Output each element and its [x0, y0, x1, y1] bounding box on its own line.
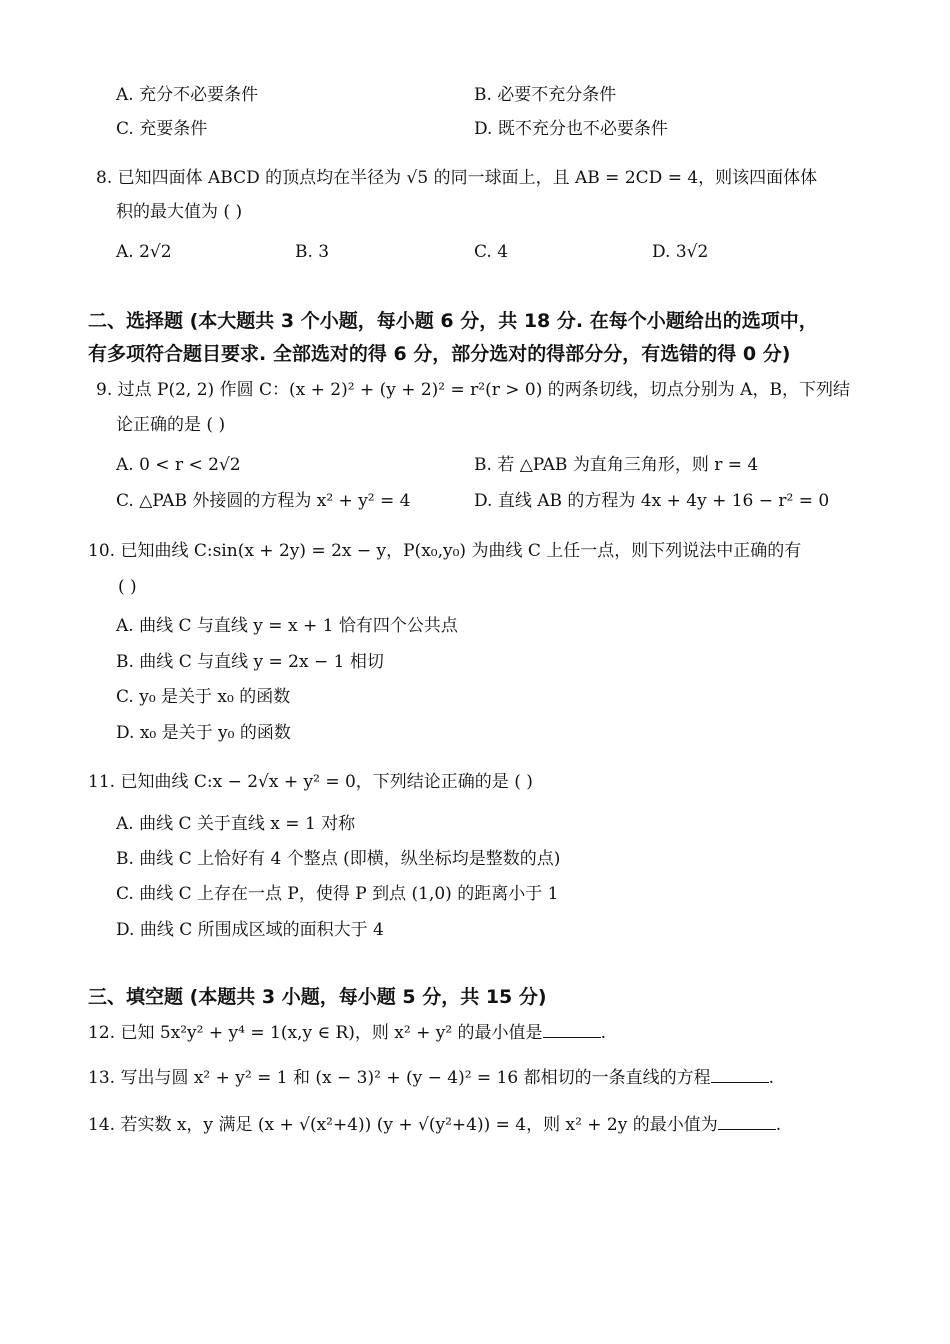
q11-option-a: A. 曲线 C 关于直线 x = 1 对称	[116, 814, 356, 834]
q8-option-c: C. 4	[474, 242, 509, 262]
section-3-heading: 三、填空题 (本题共 3 小题，每小题 5 分，共 15 分)	[88, 986, 547, 1008]
q12-period: .	[600, 1023, 606, 1043]
q7-option-a: A. 充分不必要条件	[116, 85, 259, 105]
q11-stem: 11. 已知曲线 C:x − 2√x + y² = 0，下列结论正确的是 ( )	[88, 772, 533, 792]
q7-option-d: D. 既不充分也不必要条件	[474, 119, 668, 139]
q12-text: 12. 已知 5x²y² + y⁴ = 1(x,y ∈ R)，则 x² + y² 的最小值是	[88, 1023, 543, 1043]
section-2-heading-line1: 二、选择题 (本大题共 3 个小题，每小题 6 分，共 18 分. 在每个小题给出的选项中，	[88, 310, 818, 332]
q11-option-d: D. 曲线 C 所围成区域的面积大于 4	[116, 920, 384, 940]
q14-stem	[88, 1115, 781, 1135]
q12-answer-blank[interactable]	[543, 1036, 601, 1038]
q10-stem-line2: ( )	[118, 577, 137, 597]
q7-option-c: C. 充要条件	[116, 119, 208, 139]
q11-option-c: C. 曲线 C 上存在一点 P，使得 P 到点 (1,0) 的距离小于 1	[116, 884, 559, 904]
q8-option-b: B. 3	[295, 242, 330, 262]
q8-option-a: A. 2√2	[116, 242, 172, 262]
q9-option-d: D. 直线 AB 的方程为 4x + 4y + 16 − r² = 0	[474, 491, 830, 511]
q8-stem-line1: 8. 已知四面体 ABCD 的顶点均在半径为 √5 的同一球面上，且 AB = 2CD = 4，则该四面体体	[96, 168, 818, 188]
section-2-heading-line2: 有多项符合题目要求. 全部选对的得 6 分，部分选对的得部分分，有选错的得 0 分)	[88, 343, 791, 365]
q14-period: .	[775, 1115, 782, 1135]
q14-text: 14. 若实数 x，y 满足 (x + √(x²+4)) (y + √(y²+4)) = 4，则 x² + 2y 的最小值为	[88, 1115, 718, 1135]
q13-text: 13. 写出与圆 x² + y² = 1 和 (x − 3)² + (y − 4)² = 16 都相切的一条直线的方程	[88, 1068, 711, 1088]
q10-option-d: D. x₀ 是关于 y₀ 的函数	[116, 723, 291, 743]
q9-option-b: B. 若 △PAB 为直角三角形，则 r = 4	[474, 455, 759, 475]
q7-option-b: B. 必要不充分条件	[474, 85, 617, 105]
q12-stem	[88, 1023, 606, 1043]
q8-option-d: D. 3√2	[652, 242, 709, 262]
q9-stem-line2: 论正确的是 ( )	[116, 415, 226, 435]
q9-stem-line1: 9. 过点 P(2, 2) 作圆 C：(x + 2)² + (y + 2)² = r²(r > 0) 的两条切线，切点分别为 A，B，下列结	[96, 380, 850, 400]
q9-option-a: A. 0 < r < 2√2	[116, 455, 241, 475]
q13-period: .	[768, 1068, 775, 1088]
q10-option-b: B. 曲线 C 与直线 y = 2x − 1 相切	[116, 652, 384, 672]
q10-option-c: C. y₀ 是关于 x₀ 的函数	[116, 687, 291, 707]
q13-stem	[88, 1068, 774, 1088]
q14-answer-blank[interactable]	[718, 1128, 776, 1130]
q10-option-a: A. 曲线 C 与直线 y = x + 1 恰有四个公共点	[116, 616, 458, 636]
q8-stem-line2: 积的最大值为 ( )	[116, 202, 243, 222]
q11-option-b: B. 曲线 C 上恰好有 4 个整点 (即横，纵坐标均是整数的点)	[116, 849, 561, 869]
q9-option-c: C. △PAB 外接圆的方程为 x² + y² = 4	[116, 491, 411, 511]
q13-answer-blank[interactable]	[711, 1081, 769, 1083]
q10-stem-line1: 10. 已知曲线 C:sin(x + 2y) = 2x − y，P(x₀,y₀) 为曲线 C 上任一点，则下列说法中正确的有	[88, 541, 802, 561]
